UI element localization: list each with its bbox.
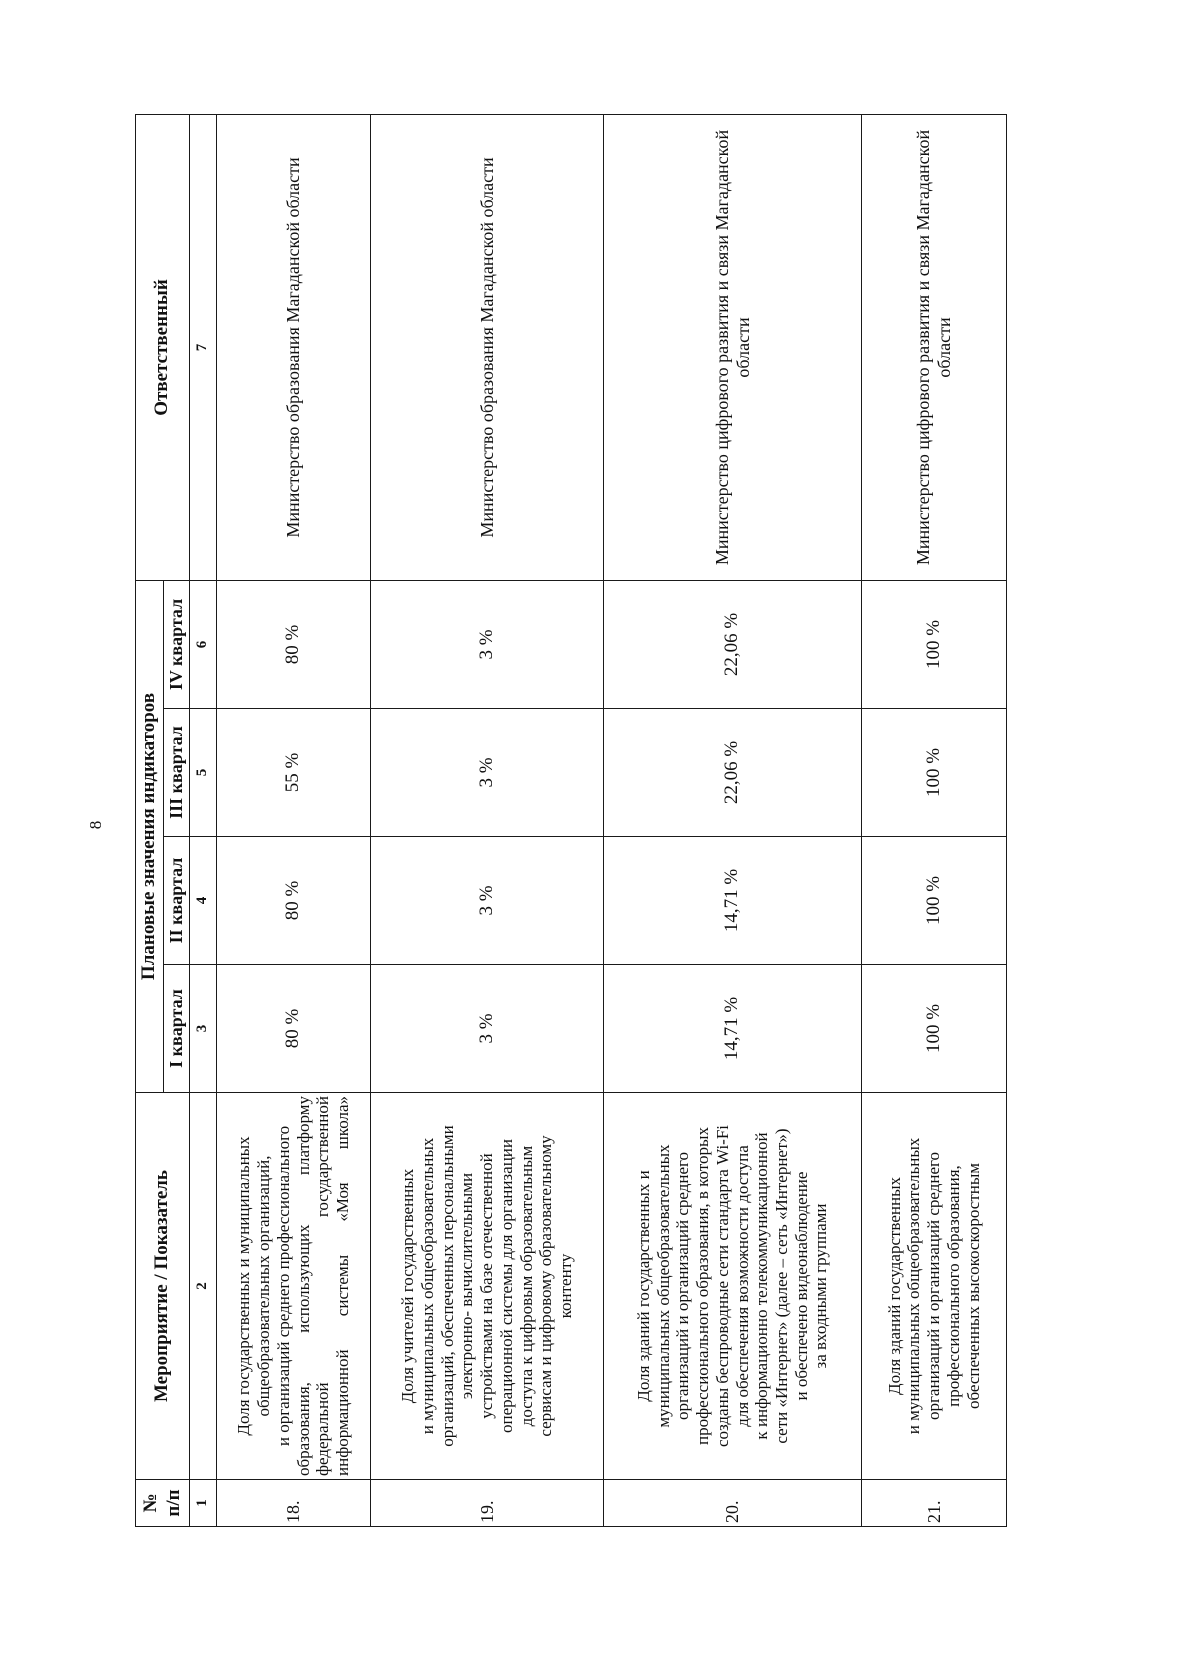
row-number: 21.	[862, 1480, 1007, 1527]
value-q1: 80 %	[217, 965, 371, 1093]
value-q1: 14,71 %	[604, 965, 862, 1093]
indicator-description	[604, 1093, 862, 1480]
description-line: Доля учителей государственных	[398, 1168, 418, 1404]
indicator-description	[217, 1093, 371, 1480]
indicator-description	[862, 1093, 1007, 1480]
value-q2: 100 %	[862, 837, 1007, 965]
description-line: контенту	[556, 1253, 576, 1319]
description-line: доступа к цифровым образовательным	[516, 1145, 536, 1427]
description-line: Доля государственных и муниципальных	[234, 1136, 254, 1436]
column-number: 7	[190, 114, 217, 580]
description-line: федеральной государственной	[313, 1096, 333, 1476]
value-q4: 80 %	[217, 580, 371, 708]
row-number: 20.	[604, 1480, 862, 1527]
value-q2: 80 %	[217, 837, 371, 965]
header-q3: III квартал	[164, 709, 190, 837]
description-line: муниципальных общеобразовательных	[653, 1144, 673, 1428]
description-line: для обеспечения возможности доступа	[732, 1145, 752, 1427]
table-row	[604, 114, 862, 1526]
description-line: и муниципальных общеобразовательных	[904, 1137, 924, 1435]
description-line: профессионального образования, в которых	[693, 1127, 713, 1445]
description-line: за входными группами	[811, 1203, 831, 1369]
header-q4: IV квартал	[164, 580, 190, 708]
column-number: 2	[190, 1093, 217, 1480]
header-num: № п/п	[136, 1480, 190, 1527]
value-q3: 3 %	[371, 709, 604, 837]
header-q1: I квартал	[164, 965, 190, 1093]
table-row	[217, 114, 371, 1526]
header-q2: II квартал	[164, 837, 190, 965]
plan-table-rotated	[135, 115, 1002, 1527]
description-line: организаций и организаций среднего	[924, 1151, 944, 1421]
description-line: сервисам и цифровому образовательному	[536, 1135, 556, 1437]
header-event: Мероприятие / Показатель	[136, 1093, 190, 1480]
responsible-organization: Министерство образования Магаданской области	[217, 114, 371, 580]
responsible-organization: Министерство образования Магаданской области	[371, 114, 604, 580]
description-line: информационной системы «Моя школа»	[332, 1096, 352, 1476]
description-line: общеобразовательных организаций,	[254, 1155, 274, 1417]
responsible-organization: Министерство цифрового развития и связи Магаданской области	[862, 114, 1007, 580]
row-number: 19.	[371, 1480, 604, 1527]
page-number: 8	[86, 820, 105, 830]
description-line: созданы беспроводные сети стандарта Wi-Fi	[712, 1124, 732, 1448]
description-line: обеспеченных высокоскоростным	[963, 1162, 983, 1410]
column-number: 5	[190, 709, 217, 837]
column-number: 4	[190, 837, 217, 965]
description-line: электронно- вычислительными	[457, 1172, 477, 1400]
description-line: сети «Интернет» (далее – сеть «Интернет»)	[771, 1128, 791, 1444]
plan-indicators-table	[135, 114, 1007, 1527]
value-q4: 22,06 %	[604, 580, 862, 708]
table-row	[371, 114, 604, 1526]
value-q4: 100 %	[862, 580, 1007, 708]
value-q3: 55 %	[217, 709, 371, 837]
table-row	[862, 114, 1007, 1526]
column-number: 6	[190, 580, 217, 708]
column-number: 3	[190, 965, 217, 1093]
value-q1: 100 %	[862, 965, 1007, 1093]
header-responsible: Ответственный	[136, 114, 190, 580]
description-line: Доля зданий государственных и	[633, 1170, 653, 1402]
description-line: устройствами на базе отечественной	[477, 1153, 497, 1419]
value-q4: 3 %	[371, 580, 604, 708]
description-line: и муниципальных общеобразовательных	[417, 1137, 437, 1435]
description-line: и организаций среднего профессионального	[273, 1125, 293, 1447]
header-planned-values: Плановые значения индикаторов	[136, 580, 164, 1092]
row-number: 18.	[217, 1480, 371, 1527]
description-line: Доля зданий государственных	[884, 1176, 904, 1396]
column-number: 1	[190, 1480, 217, 1527]
description-line: и обеспечено видеонаблюдение	[791, 1171, 811, 1401]
value-q2: 3 %	[371, 837, 604, 965]
description-line: образования, использующих платформу	[293, 1096, 313, 1476]
value-q1: 3 %	[371, 965, 604, 1093]
description-line: организаций, обеспеченных персональными	[437, 1125, 457, 1447]
description-line: организаций и организаций среднего	[673, 1151, 693, 1421]
value-q3: 100 %	[862, 709, 1007, 837]
value-q3: 22,06 %	[604, 709, 862, 837]
description-line: профессионального образования,	[943, 1165, 963, 1407]
indicator-description	[371, 1093, 604, 1480]
description-line: операционной системы для организации	[496, 1139, 516, 1433]
value-q2: 14,71 %	[604, 837, 862, 965]
description-line: к информационно телекоммуникационной	[752, 1132, 772, 1440]
responsible-organization: Министерство цифрового развития и связи Магаданской области	[604, 114, 862, 580]
